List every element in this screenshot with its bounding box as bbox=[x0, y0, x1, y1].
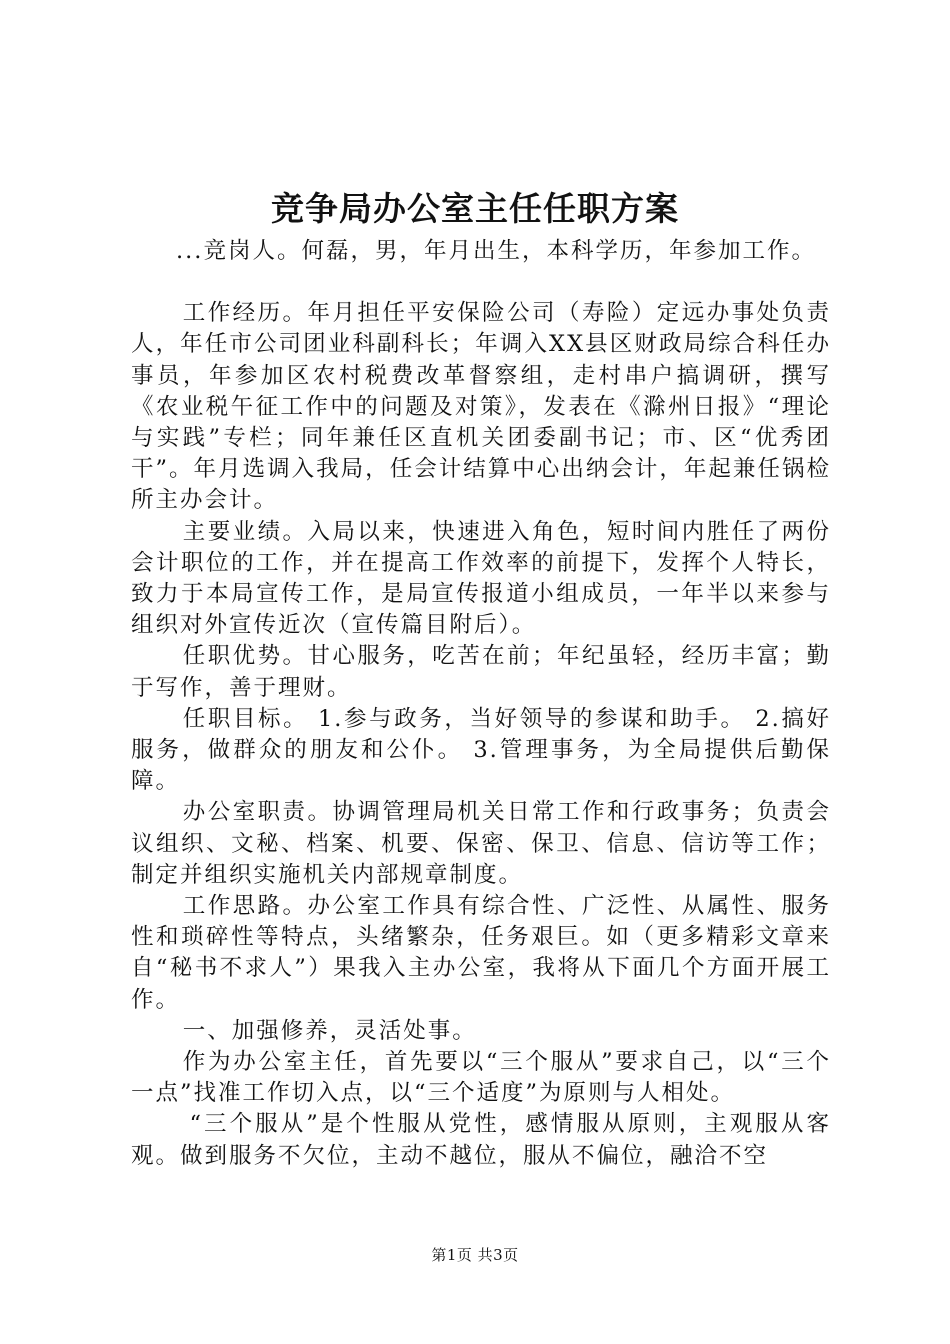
body-paragraph: 任职优势。甘心服务，吃苦在前；年纪虽轻，经历丰富；勤于写作，善于理财。 bbox=[131, 643, 831, 701]
body-paragraph: 主要业绩。入局以来，快速进入角色，短时间内胜任了两份会计职位的工作，并在提高工作效率的前提下，发挥个人特长，致力于本局宣传工作，是局宣传报道小组成员，一年半以来参与组织对外宣传近次（宣传篇目附后）。 bbox=[131, 518, 831, 639]
page-footer: 第1页 共3页 bbox=[431, 1246, 519, 1264]
body-paragraph: ...竞岗人。何磊，男，年月出生，本科学历，年参加工作。 bbox=[176, 238, 816, 264]
body-paragraph: “三个服从”是个性服从党性，感情服从原则，主观服从客观。做到服务不欠位，主动不越位，服从不偏位，融洽不空 bbox=[131, 1111, 831, 1169]
body-paragraph: 工作思路。办公室工作具有综合性、广泛性、从属性、服务性和琐碎性等特点，头绪繁杂，任务艰巨。如（更多精彩文章来自“秘书不求人”）果我入主办公室，我将从下面几个方面开展工作。 bbox=[131, 893, 831, 1013]
document-title: 竞争局办公室主任任职方案 bbox=[271, 189, 679, 228]
body-paragraph: 办公室职责。协调管理局机关日常工作和行政事务；负责会议组织、文秘、档案、机要、保密、保卫、信息、信访等工作；制定并组织实施机关内部规章制度。 bbox=[131, 799, 831, 888]
body-paragraph: 任职目标。 1.参与政务，当好领导的参谋和助手。 2.搞好服务，做群众的朋友和公仆。 3.管理事务，为全局提供后勤保障。 bbox=[131, 705, 831, 795]
document-body bbox=[131, 236, 831, 1172]
body-paragraph: 工作经历。年月担任平安保险公司（寿险）定远办事处负责人，年任市公司团业科副科长；年调入XX县区财政局综合科任办事员，年参加区农村税费改革督察组，走村串户搞调研，撰写《农业税午征工作中的问题及对策》，发表在《滁州日报》“理论与实践”专栏；同年兼任区直机关团委副书记；市、区“优秀团干”。年月选调入我局，任会计结算中心出纳会计，年起兼任锅检所主办会计。 bbox=[131, 300, 831, 514]
section-heading: 一、加强修养，灵活处事。 bbox=[182, 1017, 477, 1044]
body-paragraph: 作为办公室主任，首先要以“三个服从”要求自己，以“三个一点”找准工作切入点，以“三个适度”为原则与人相处。 bbox=[131, 1049, 831, 1107]
